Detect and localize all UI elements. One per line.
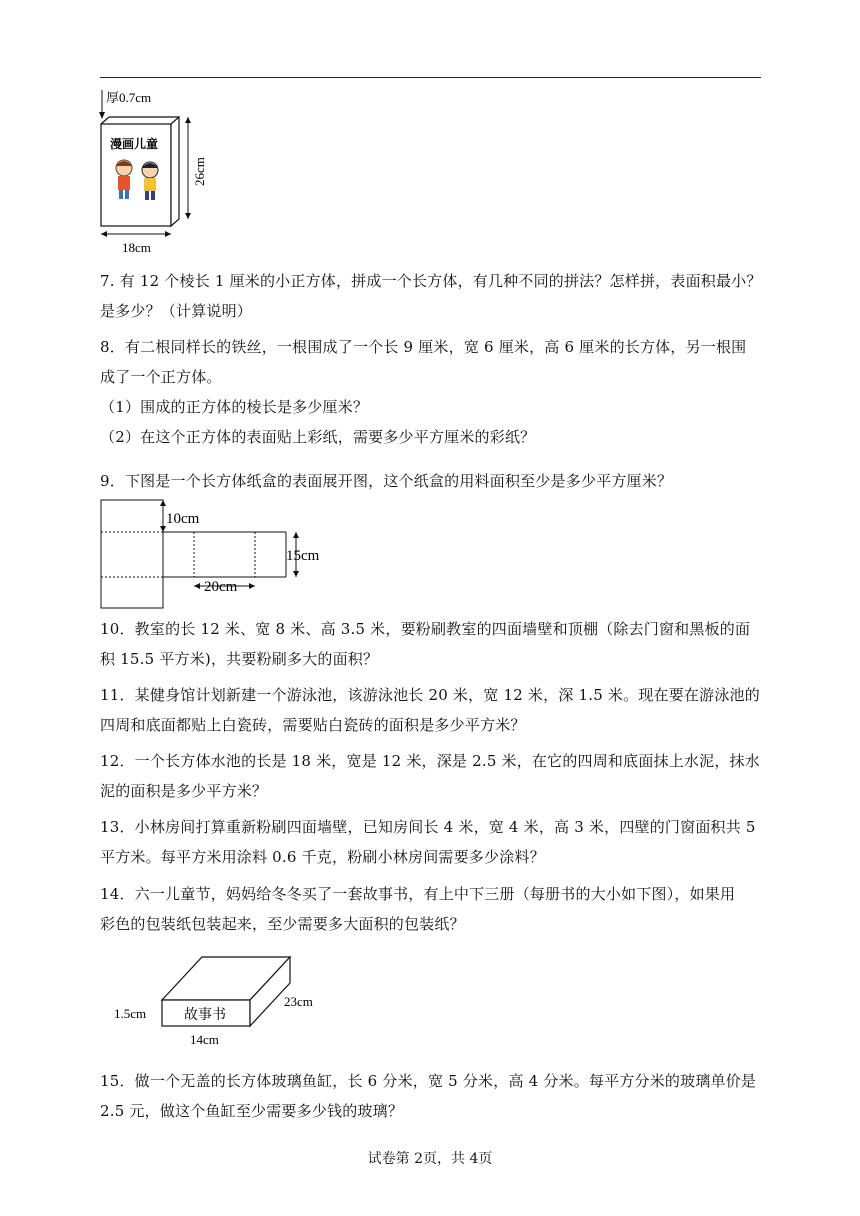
storybook-title: 故事书 (184, 1008, 226, 1023)
question-9 (100, 466, 760, 496)
question-7-line-1: 7. 有 12 个棱长 1 厘米的小正方体，拼成一个长方体，有几种不同的拼法？怎样拼，表面积最小？ (100, 272, 762, 290)
net-label-10cm: 10cm (166, 511, 200, 527)
book-height-label: 26cm (192, 157, 207, 186)
storybook-label-length: 23cm (284, 994, 313, 1009)
page-footer: 试卷第 2页，共 4页 (367, 1151, 493, 1167)
question-14-line-1: 14．六一儿童节，妈妈给冬冬买了一套故事书，有上中下三册（每册书的大小如下图），如果用 (100, 885, 736, 903)
question-8-line-2: 成了一个正方体。 (100, 368, 222, 386)
question-15 (100, 1066, 760, 1126)
question-11 (100, 680, 760, 740)
question-12-line-2: 泥的面积是多少平方米？ (100, 782, 268, 800)
book-width-label: 18cm (122, 240, 151, 255)
question-15-line-2: 2.5 元，做这个鱼缸至少需要多少钱的玻璃？ (100, 1102, 404, 1120)
question-12-line-1: 12．一个长方体水池的长是 18 米，宽是 12 米，深是 2.5 米，在它的四周和底面抹上水泥，抹水 (100, 752, 760, 770)
net-label-20cm: 20cm (204, 579, 238, 595)
question-13 (100, 812, 760, 872)
question-10 (100, 614, 760, 674)
question-14 (100, 879, 760, 939)
figure-storybook (112, 952, 326, 1048)
question-8-line-1: 8．有二根同样长的铁丝，一根围成了一个长 9 厘米，宽 6 厘米，高 6 厘米的长方体，另一根围 (100, 338, 747, 356)
question-7-line-2: 是多少？（计算说明） (100, 302, 253, 320)
figure-net (100, 498, 340, 612)
question-10-line-2: 积 15.5 平方米)，共要粉刷多大的面积？ (100, 650, 379, 668)
question-11-line-2: 四周和底面都贴上白瓷砖，需要贴白瓷砖的面积是多少平方米？ (100, 716, 526, 734)
storybook-label-thickness: 1.5cm (114, 1006, 147, 1021)
question-15-line-1: 15．做一个无盖的长方体玻璃鱼缸，长 6 分米，宽 5 分米，高 4 分米。每平方分米的玻璃单价是 (100, 1072, 757, 1090)
question-10-line-1: 10．教室的长 12 米、宽 8 米、高 3.5 米，要粉刷教室的四面墙壁和顶棚（除去门窗和黑板的面 (100, 620, 751, 638)
question-7 (100, 266, 760, 326)
figure-book (96, 86, 216, 256)
question-13-line-1: 13．小林房间打算重新粉刷四面墙壁，已知房间长 4 米，宽 4 米，高 3 米，四壁的门窗面积共 5 (100, 818, 756, 836)
question-9-line-1: 9．下图是一个长方体纸盒的表面展开图，这个纸盒的用料面积至少是多少平方厘米？ (100, 472, 673, 490)
question-8-sub-1: （1）围成的正方体的棱长是多少厘米？ (100, 398, 369, 416)
book-cover-title: 漫画儿童 (110, 137, 159, 151)
header-rule (100, 77, 761, 78)
net-label-15cm: 15cm (286, 548, 320, 564)
book-thickness-label: 厚0.7cm (106, 90, 152, 105)
question-13-line-2: 平方米。每平方米用涂料 0.6 千克，粉刷小林房间需要多少涂料？ (100, 848, 545, 866)
question-11-line-1: 11．某健身馆计划新建一个游泳池，该游泳池长 20 米，宽 12 米，深 1.5 米。现在要在游泳池的 (100, 686, 760, 704)
question-12 (100, 746, 760, 806)
question-8 (100, 332, 760, 452)
storybook-label-width: 14cm (190, 1032, 219, 1047)
book-spine (171, 117, 179, 226)
question-14-line-2: 彩色的包装纸包装起来，至少需要多大面积的包装纸？ (100, 915, 465, 933)
question-8-sub-2: （2）在这个正方体的表面贴上彩纸，需要多少平方厘米的彩纸？ (100, 428, 536, 446)
